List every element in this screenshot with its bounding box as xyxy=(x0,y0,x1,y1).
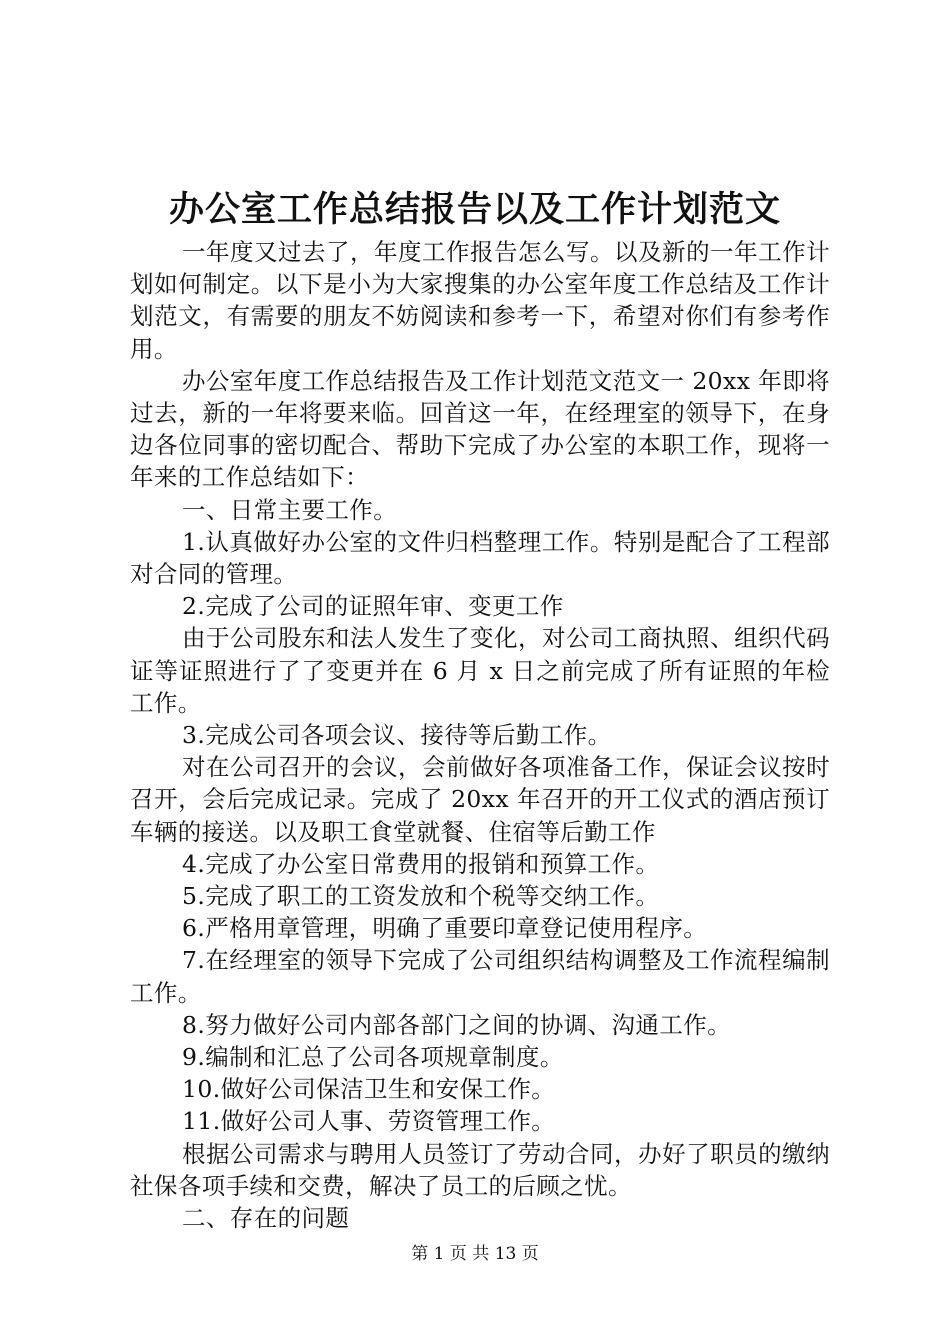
paragraph-opening: 办公室年度工作总结报告及工作计划范文范文一 20xx 年即将过去，新的一年将要来临。回首这一年，在经理室的领导下，在身边各位同事的密切配合、帮助下完成了办公室的本职工作，现将一年来的工作总结如下： xyxy=(130,366,830,492)
section-heading-daily-work: 一、日常主要工作。 xyxy=(182,495,398,524)
list-item-2: 2.完成了公司的证照年审、变更工作 xyxy=(182,592,564,621)
list-item-10: 10.做好公司保洁卫生和安保工作。 xyxy=(182,1075,556,1104)
document-body xyxy=(130,236,830,1234)
list-item-4: 4.完成了办公室日常费用的报销和预算工作。 xyxy=(182,849,660,878)
page-footer: 第 1 页 共 13 页 xyxy=(411,1244,539,1264)
list-item-5: 5.完成了职工的工资发放和个税等交纳工作。 xyxy=(182,882,660,911)
paragraph-intro: 一年度又过去了，年度工作报告怎么写。以及新的一年工作计划如何制定。以下是小为大家搜集的办公室年度工作总结及工作计划范文，有需要的朋友不妨阅读和参考一下，希望对你们有参考作用。 xyxy=(130,238,830,363)
list-item-9: 9.编制和汇总了公司各项规章制度。 xyxy=(182,1043,564,1072)
paragraph-license-change: 由于公司股东和法人发生了变化，对公司工商执照、组织代码证等证照进行了了变更并在 6 月 x 日之前完成了所有证照的年检工作。 xyxy=(130,624,830,717)
document-title: 办公室工作总结报告以及工作计划范文 xyxy=(168,189,781,230)
list-item-1: 1.认真做好办公室的文件归档整理工作。特别是配合了工程部对合同的管理。 xyxy=(130,527,830,589)
list-item-7: 7.在经理室的领导下完成了公司组织结构调整及工作流程编制工作。 xyxy=(130,946,830,1007)
paragraph-labor-contracts: 根据公司需求与聘用人员签订了劳动合同，办好了职员的缴纳社保各项手续和交费，解决了员工的后顾之忧。 xyxy=(130,1139,830,1200)
list-item-11: 11.做好公司人事、劳资管理工作。 xyxy=(182,1107,556,1136)
list-item-3: 3.完成公司各项会议、接待等后勤工作。 xyxy=(182,721,612,750)
list-item-8: 8.努力做好公司内部各部门之间的协调、沟通工作。 xyxy=(182,1010,732,1039)
paragraph-meetings: 对在公司召开的会议，会前做好各项准备工作，保证会议按时召开，会后完成记录。完成了 20xx 年召开的开工仪式的酒店预订车辆的接送。以及职工食堂就餐、住宿等后勤工作 xyxy=(130,753,830,846)
section-heading-problems: 二、存在的问题 xyxy=(182,1204,350,1233)
list-item-6: 6.严格用章管理，明确了重要印章登记使用程序。 xyxy=(182,914,708,943)
